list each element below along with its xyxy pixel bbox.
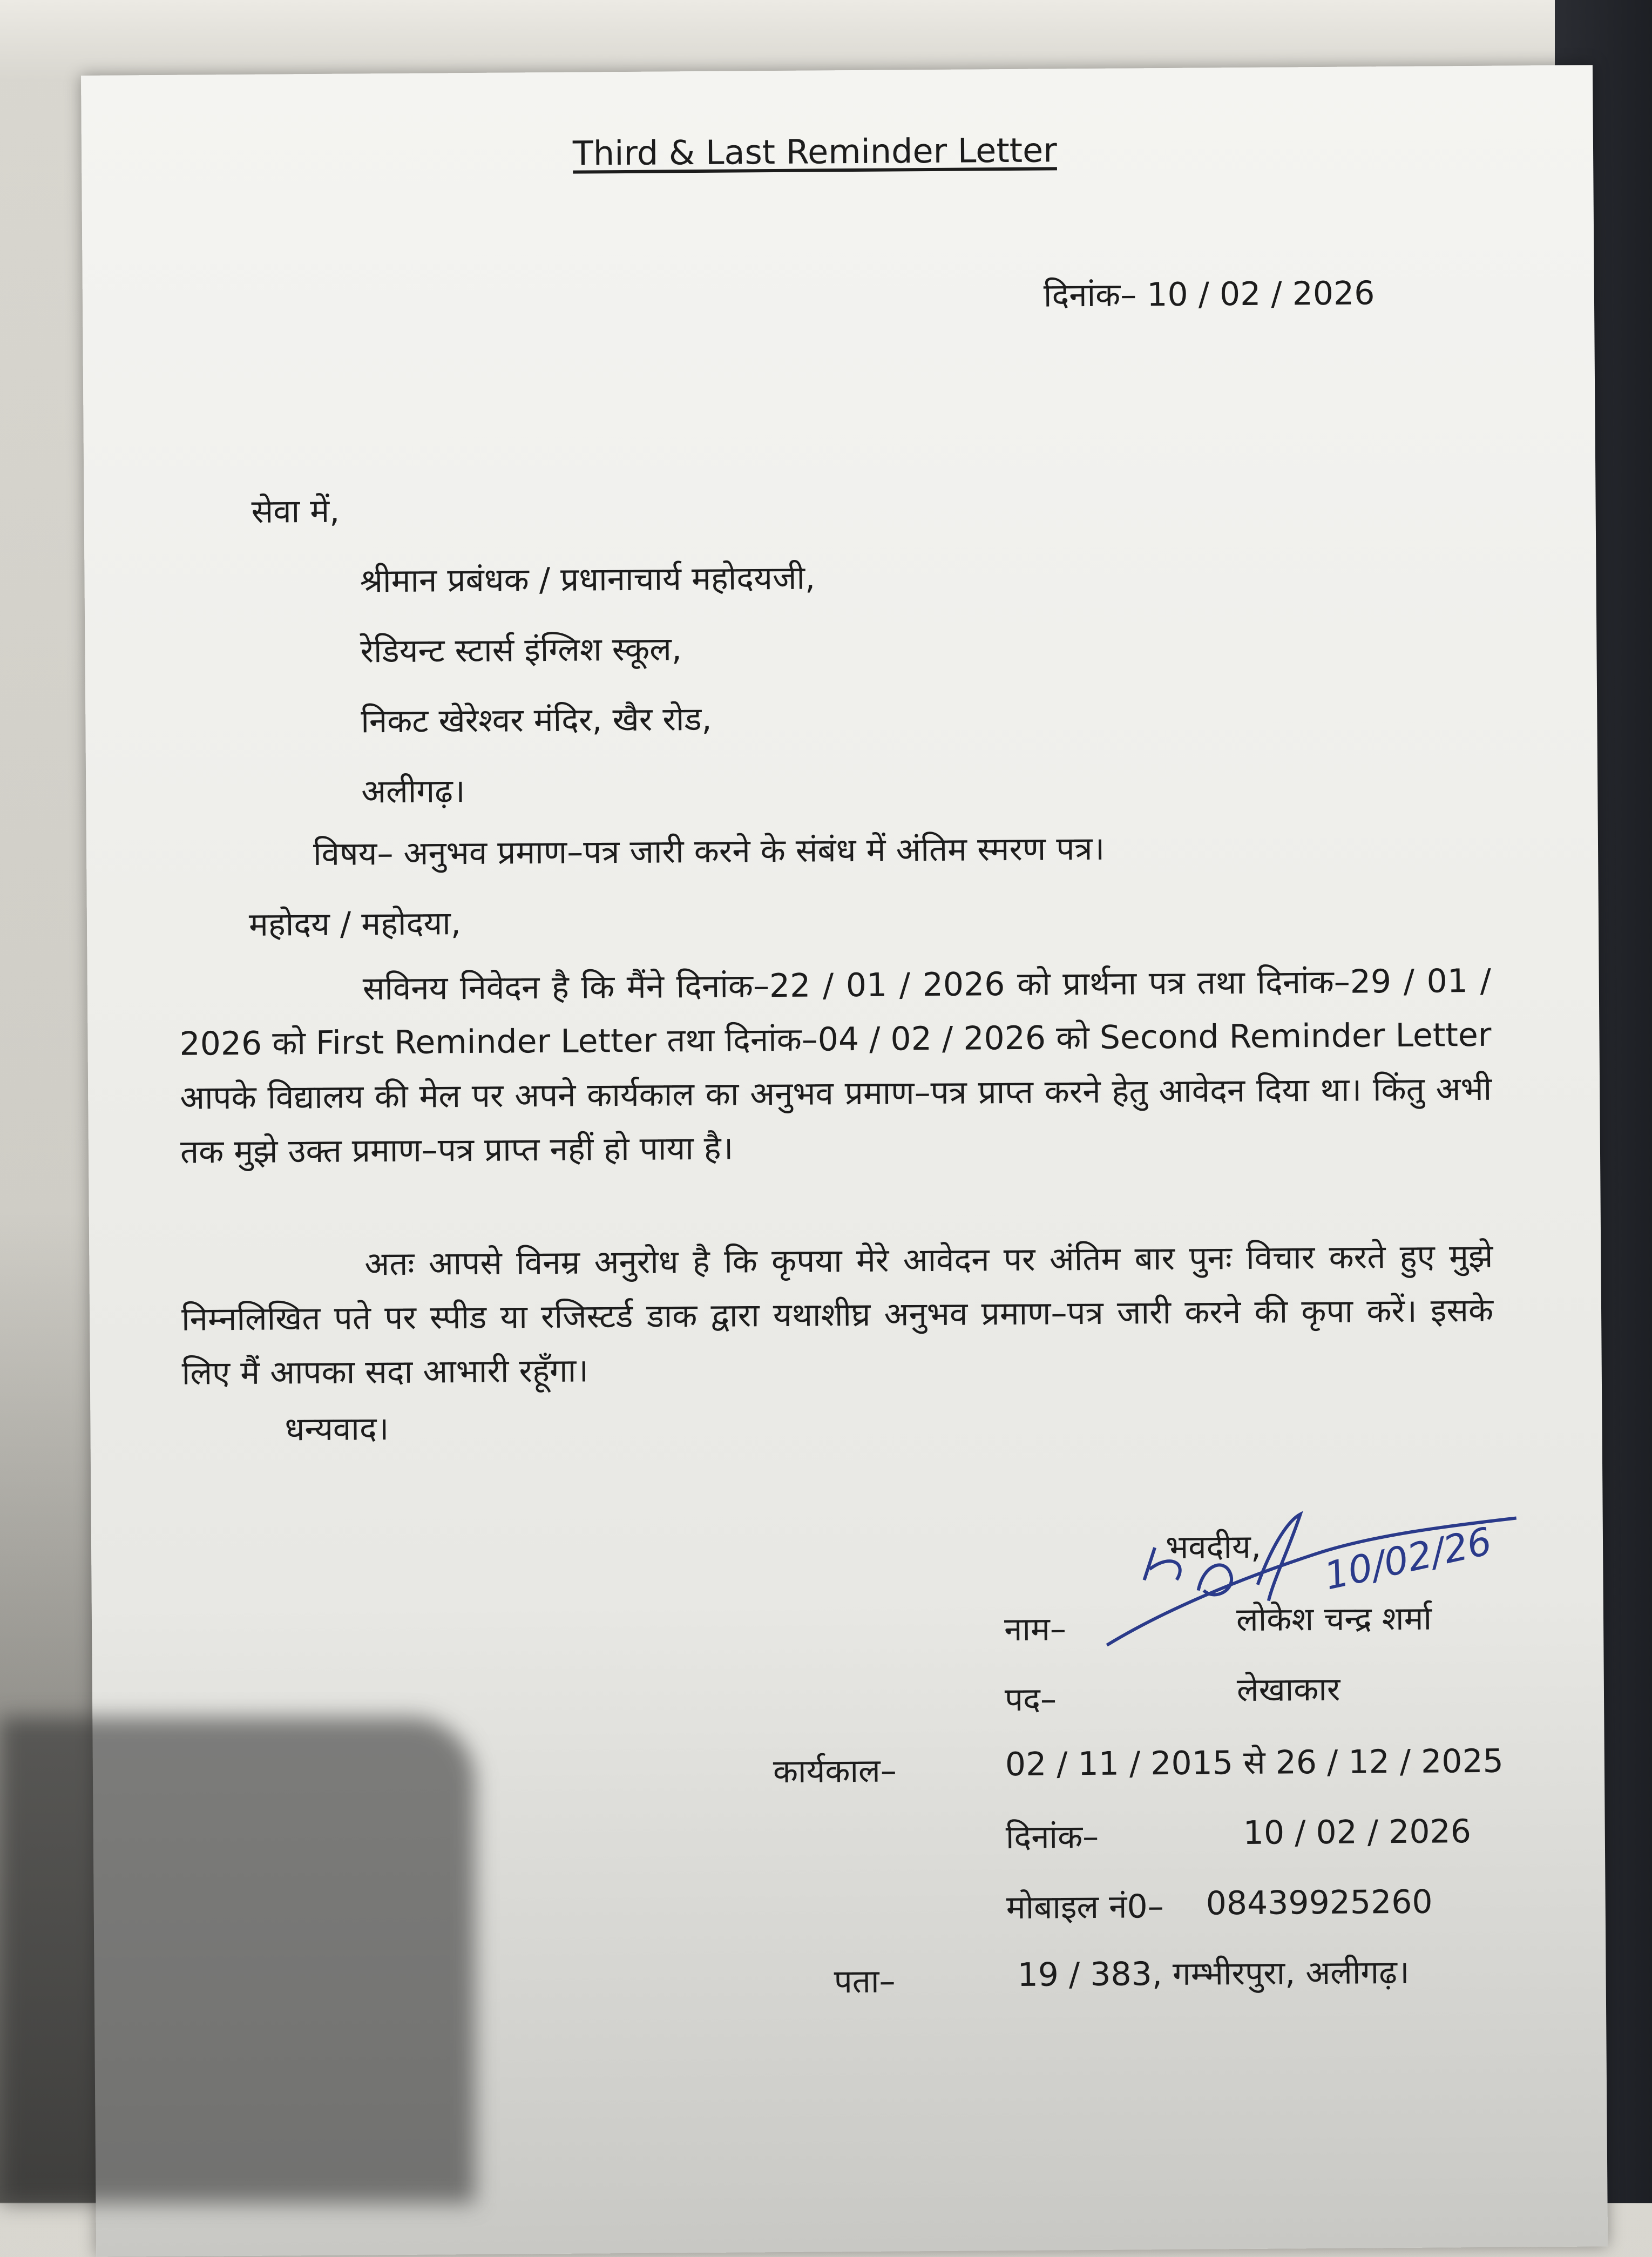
letter-title: Third & Last Reminder Letter xyxy=(572,130,1057,173)
address-line-4: अलीगढ़। xyxy=(361,772,465,811)
address-line-3: निकट खेरेश्वर मंदिर, खैर रोड, xyxy=(361,700,712,741)
post-value: लेखाकार xyxy=(1236,1670,1340,1709)
address-label: पता– xyxy=(834,1962,896,2001)
post-label: पद– xyxy=(1004,1680,1057,1719)
subject-line: विषय– अनुभव प्रमाण–पत्र जारी करने के संबंध में अंतिम स्मरण पत्र। xyxy=(313,829,1105,874)
closing-line: भवदीय, xyxy=(1165,1528,1262,1567)
letter-date: दिनांक– 10 / 02 / 2026 xyxy=(1043,274,1375,315)
date-value: 10 / 02 / 2026 xyxy=(1243,1813,1472,1853)
body-paragraph-2: अतः आपसे विनम्र अनुरोध है कि कृपया मेरे आवेदन पर अंतिम बार पुनः विचार करते हुए मुझे निम्नलिखित पते पर स्पीड या रजिस्टर्ड डाक द्वारा यथाशीघ्र अनुभव प्रमाण–पत्र जारी करने की कृपा करें। इसके लिए मैं आपका सदा आभारी रहूँगा। xyxy=(181,1237,1494,1393)
body-paragraph-1: सविनय निवेदन है कि मैंने दिनांक–22 / 01 / 2026 को प्रार्थना पत्र तथा दिनांक–29 / 01 / 2026 को First Reminder Letter तथा दिनांक–04 / 02 / 2026 को Second Reminder Letter आपके विद्यालय की मेल पर अपने कार्यकाल का अनुभव प्रमाण–पत्र प्राप्त करने हेतु आवेदन दिया था। किंतु अभी तक मुझे उक्त प्रमाण–पत्र प्राप्त नहीं हो पाया है। xyxy=(179,962,1492,1171)
mobile-value: 08439925260 xyxy=(1206,1883,1433,1923)
signature-date: 10/02/26 xyxy=(1320,1518,1496,1599)
address-line-1: श्रीमान प्रबंधक / प्रधानाचार्य महोदयजी, xyxy=(360,559,816,600)
tenure-label: कार्यकाल– xyxy=(773,1752,897,1791)
address-value: 19 / 383, गम्भीरपुरा, अलीगढ़। xyxy=(1017,1953,1410,1994)
salutation-to: सेवा में, xyxy=(251,492,340,531)
hand-shadow xyxy=(0,1717,475,2203)
date-label: दिनांक– xyxy=(1005,1817,1099,1857)
name-label: नाम– xyxy=(1004,1610,1067,1649)
address-line-2: रेडियन्ट स्टार्स इंग्लिश स्कूल, xyxy=(360,630,682,671)
greeting: महोदय / महोदया, xyxy=(248,904,462,944)
name-value: लोकेश चन्द्र शर्मा xyxy=(1236,1599,1432,1639)
thanks-line: धन्यवाद। xyxy=(285,1410,389,1449)
tenure-value: 02 / 11 / 2015 से 26 / 12 / 2025 xyxy=(1005,1742,1504,1784)
mobile-label: मोबाइल नं0– xyxy=(1006,1888,1164,1927)
